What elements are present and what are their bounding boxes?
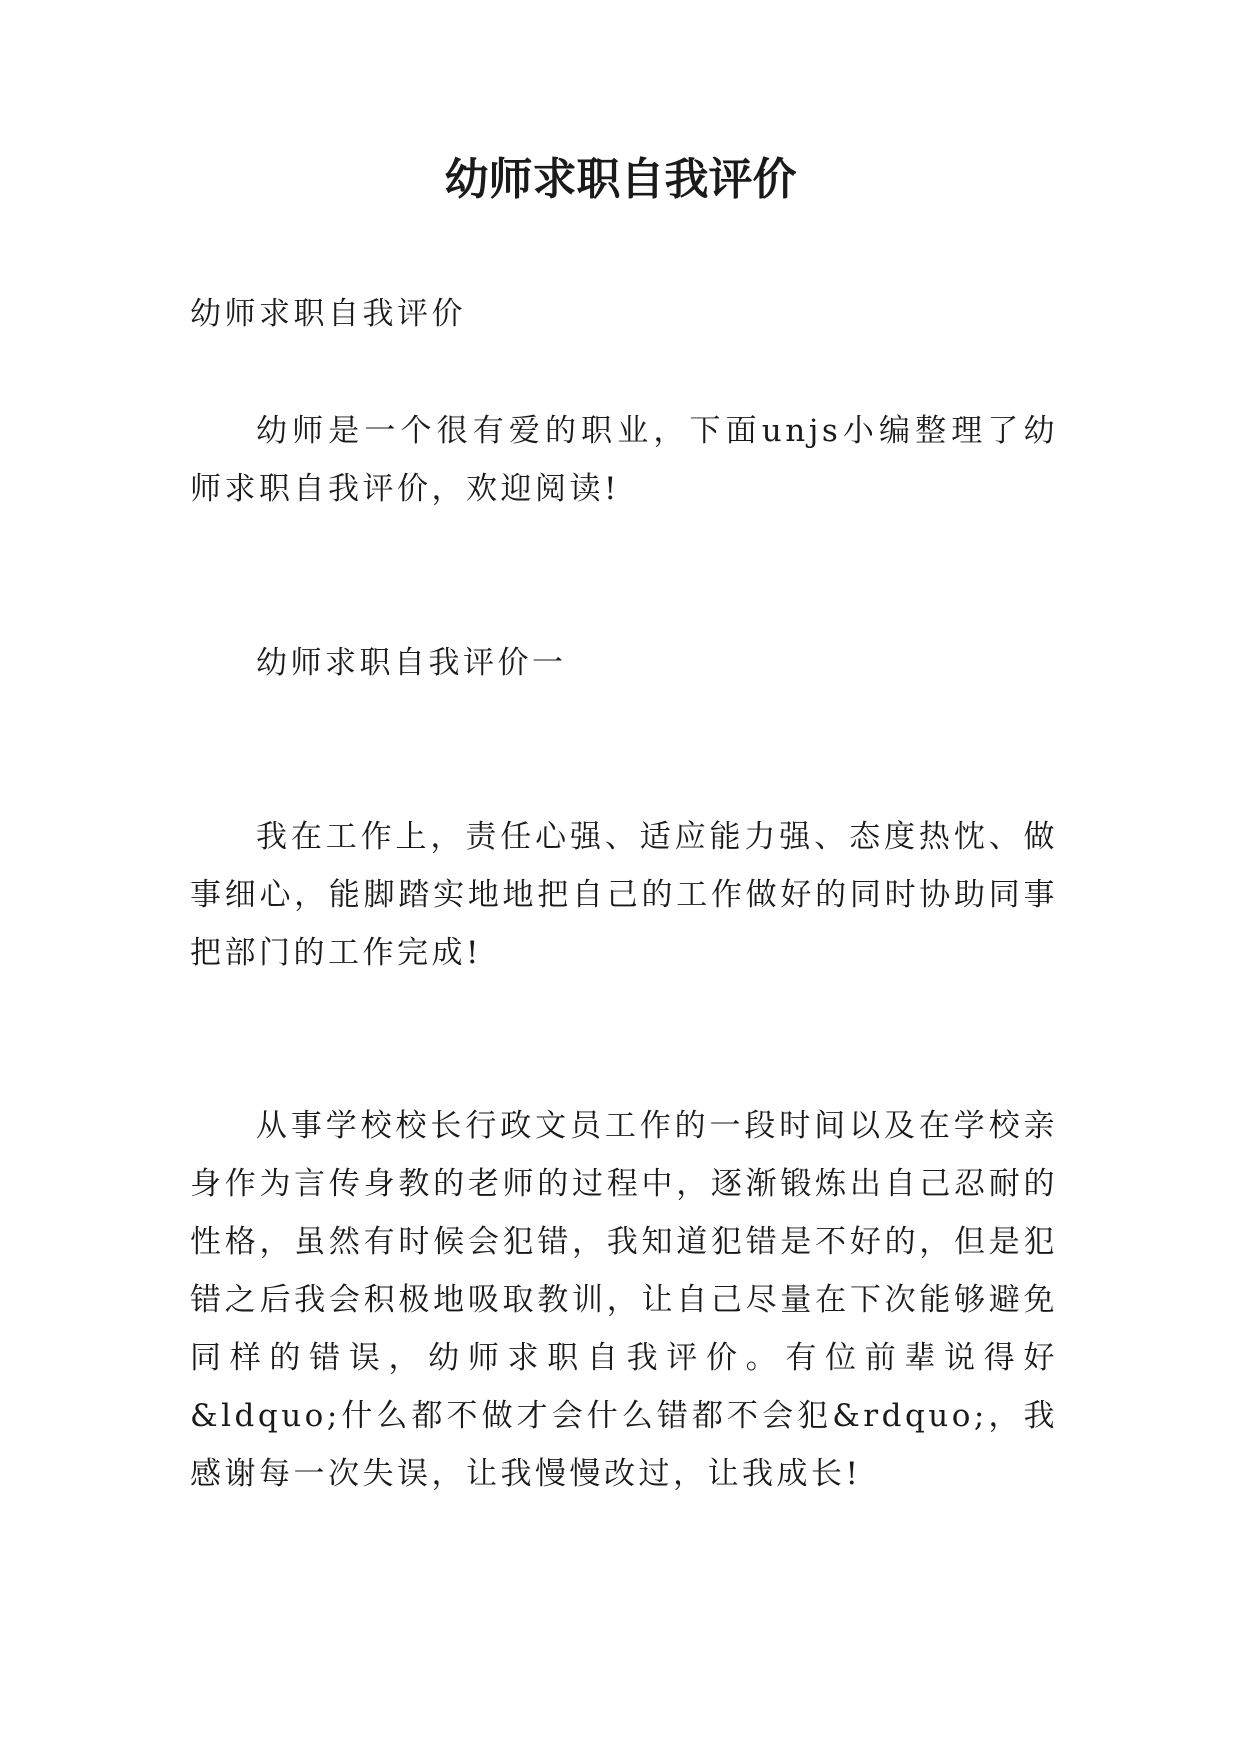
body-paragraph: 我在工作上，责任心强、适应能力强、态度热忱、做事细心，能脚踏实地地把自己的工作做好的同时协助同事把部门的工作完成!: [190, 819, 1058, 971]
section-heading: 幼师求职自我评价一: [256, 645, 567, 681]
document-subtitle: 幼师求职自我评价: [190, 296, 466, 332]
document-title: 幼师求职自我评价: [444, 154, 797, 205]
body-paragraph: 从事学校校长行政文员工作的一段时间以及在学校亲身作为言传身教的老师的过程中，逐渐锻炼出自己忍耐的性格，虽然有时候会犯错，我知道犯错是不好的，但是犯错之后我会积极地吸取教训，让自己尽量在下次能够避免同样的错误，幼师求职自我评价。有位前辈说得好&ldquo;什么都不做才会什么错都不会犯&rdquo;，我感谢每一次失误，让我慢慢改过，让我成长!: [190, 1108, 1058, 1492]
intro-paragraph: 幼师是一个很有爱的职业，下面unjs小编整理了幼师求职自我评价，欢迎阅读!: [190, 413, 1058, 507]
